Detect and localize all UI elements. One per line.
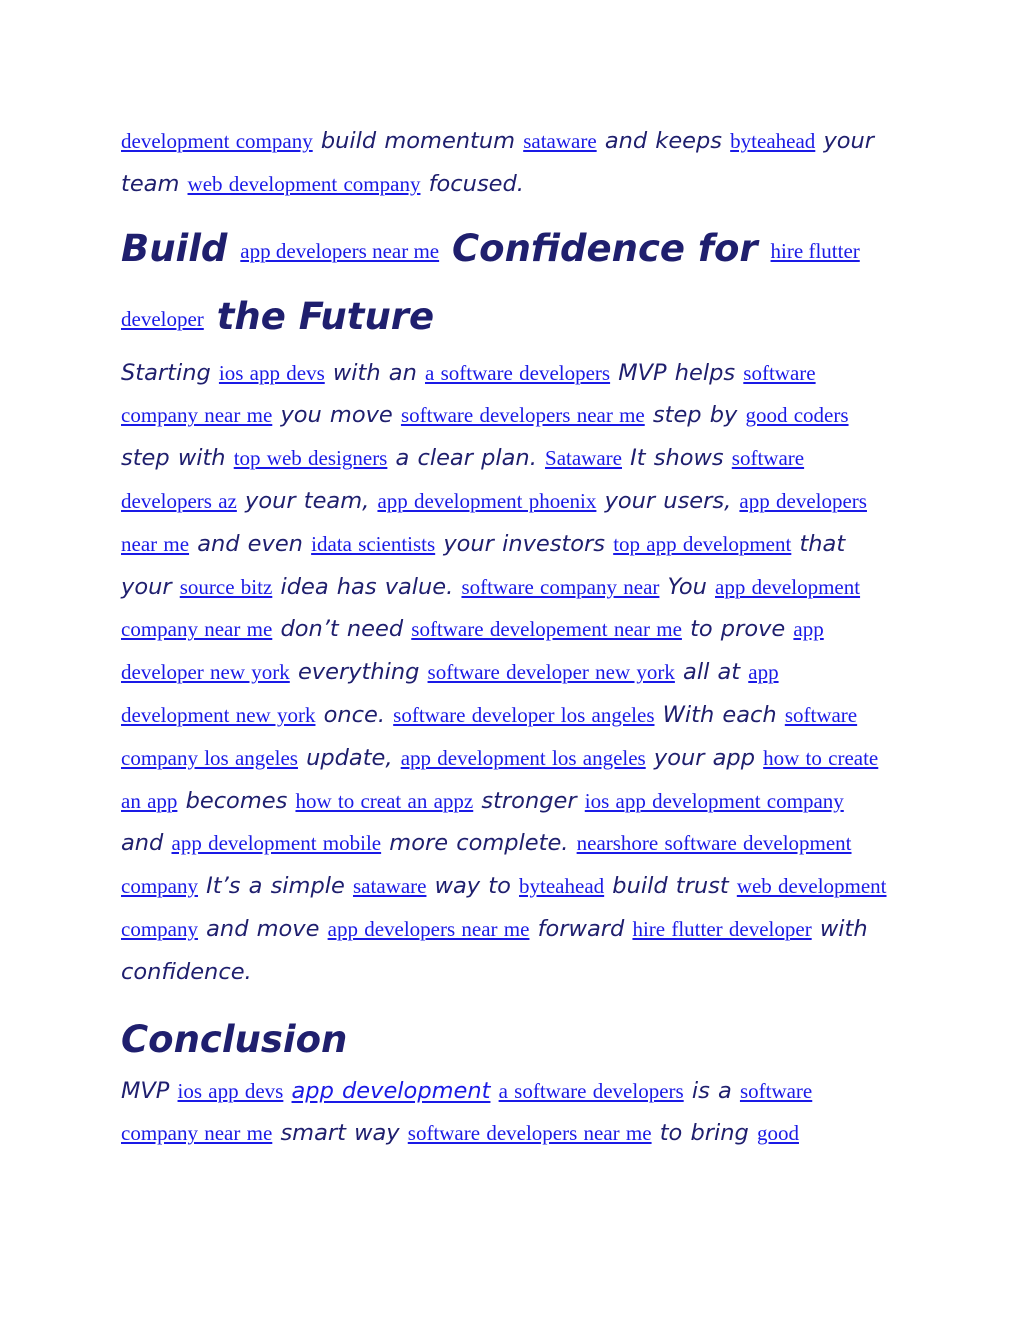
link[interactable]: hire flutter developer	[632, 916, 812, 941]
link[interactable]: software developers near me	[407, 1121, 652, 1146]
link[interactable]: ios app development company	[584, 788, 844, 813]
paragraph-text: everything	[297, 659, 420, 686]
link[interactable]: a software developers	[425, 360, 611, 385]
link[interactable]: app development company near me	[121, 574, 861, 642]
link[interactable]: a software developers	[498, 1078, 684, 1103]
body-paragraph	[121, 352, 891, 994]
paragraph-text: with confidence.	[121, 915, 868, 985]
paragraph-text: step by	[652, 402, 738, 429]
link[interactable]: idata scientists	[311, 531, 436, 556]
link[interactable]: Sataware	[545, 446, 622, 471]
link[interactable]: byteahead	[519, 874, 605, 899]
link[interactable]: software developer new york	[427, 660, 675, 685]
paragraph-text: step with	[121, 445, 226, 472]
section-heading-build-confidence	[121, 216, 891, 352]
paragraph-text: MVP	[121, 1077, 170, 1104]
link[interactable]: app development new york	[121, 660, 779, 727]
heading-text: the Future	[216, 294, 435, 338]
link[interactable]: software company near	[461, 574, 660, 599]
paragraph-text: to prove	[690, 616, 786, 643]
paragraph-text: focused.	[428, 170, 524, 197]
intro-paragraph	[121, 120, 891, 206]
link[interactable]: nearshore software development company	[121, 831, 852, 899]
paragraph-text: Starting	[121, 359, 211, 386]
link[interactable]: good	[756, 1121, 799, 1146]
link[interactable]: top app development	[613, 531, 792, 556]
paragraph-text: stronger	[481, 787, 577, 814]
link[interactable]: app developers near me	[327, 916, 530, 941]
heading-text: Conclusion	[121, 1017, 348, 1061]
paragraph-text: your team,	[245, 487, 370, 514]
link[interactable]: web development company	[121, 874, 887, 941]
paragraph-text: It’s a simple	[206, 873, 345, 900]
link[interactable]: software company near me	[121, 1078, 813, 1146]
link-sataware[interactable]: sataware	[523, 129, 597, 153]
paragraph-text: With each	[662, 701, 777, 728]
paragraph-text: is a	[691, 1077, 732, 1104]
paragraph-text: idea has value.	[280, 573, 454, 600]
paragraph-text: smart way	[280, 1120, 400, 1147]
link[interactable]: app developers near me	[121, 488, 867, 556]
heading-text: Build	[121, 226, 228, 270]
link-hire-flutter-developer[interactable]: hire flutter developer	[121, 238, 860, 331]
paragraph-text: build momentum	[320, 128, 516, 154]
link-development-company[interactable]: development company	[121, 129, 313, 153]
link[interactable]: software developer los angeles	[393, 702, 655, 727]
paragraph-text: your investors	[443, 530, 606, 557]
paragraph-text: your app	[653, 744, 755, 771]
paragraph-text: more complete.	[389, 830, 569, 857]
link[interactable]: top web designers	[233, 446, 388, 471]
link[interactable]: app development phoenix	[377, 488, 597, 513]
conclusion-paragraph	[121, 1070, 891, 1156]
link[interactable]: app development mobile	[171, 831, 382, 856]
link-web-development-company[interactable]: web development company	[187, 171, 421, 196]
heading-text: Confidence for	[452, 226, 758, 270]
link[interactable]: how to creat an appz	[295, 788, 474, 813]
link[interactable]: ios app devs	[218, 360, 325, 385]
link[interactable]: software developement near me	[411, 617, 682, 642]
link-app-developers-near-me[interactable]: app developers near me	[240, 238, 440, 263]
link[interactable]: software developers near me	[400, 403, 645, 428]
paragraph-text: all at	[683, 659, 741, 686]
link[interactable]: source bitz	[179, 574, 273, 599]
paragraph-text: with an	[332, 359, 417, 386]
paragraph-text: update,	[306, 744, 393, 771]
link[interactable]: app development los angeles	[400, 745, 646, 770]
paragraph-text: once.	[323, 701, 386, 728]
paragraph-text: your team	[121, 128, 875, 197]
paragraph-text: and keeps	[604, 128, 723, 154]
paragraph-text: forward	[537, 915, 625, 942]
paragraph-text: a clear plan.	[395, 445, 537, 472]
paragraph-text: You	[667, 573, 707, 600]
paragraph-text: build trust	[612, 873, 729, 900]
document-page	[121, 120, 891, 1155]
link[interactable]: how to create an app	[121, 745, 879, 813]
paragraph-text: you move	[280, 402, 393, 429]
section-heading-conclusion	[121, 1010, 891, 1070]
paragraph-text: and	[121, 830, 164, 857]
paragraph-text: that your	[121, 530, 846, 600]
link[interactable]: app developer new york	[121, 617, 824, 685]
link-app-development[interactable]: app development	[291, 1077, 491, 1104]
paragraph-text: to bring	[659, 1120, 749, 1147]
link[interactable]: sataware	[353, 874, 427, 899]
paragraph-text: your users,	[604, 487, 732, 514]
link[interactable]: good coders	[745, 403, 849, 428]
link[interactable]: ios app devs	[177, 1078, 284, 1103]
paragraph-text: don’t need	[280, 616, 404, 643]
link[interactable]: software developers az	[121, 446, 805, 513]
paragraph-text: and move	[206, 915, 320, 942]
link-byteahead[interactable]: byteahead	[730, 129, 816, 153]
paragraph-text: MVP helps	[618, 359, 736, 386]
paragraph-text: It shows	[630, 445, 724, 472]
paragraph-text: way to	[434, 873, 511, 900]
link[interactable]: software company los angeles	[121, 702, 858, 770]
paragraph-text: and even	[197, 530, 303, 557]
link[interactable]: software company near me	[121, 360, 816, 428]
paragraph-text: becomes	[185, 787, 288, 814]
